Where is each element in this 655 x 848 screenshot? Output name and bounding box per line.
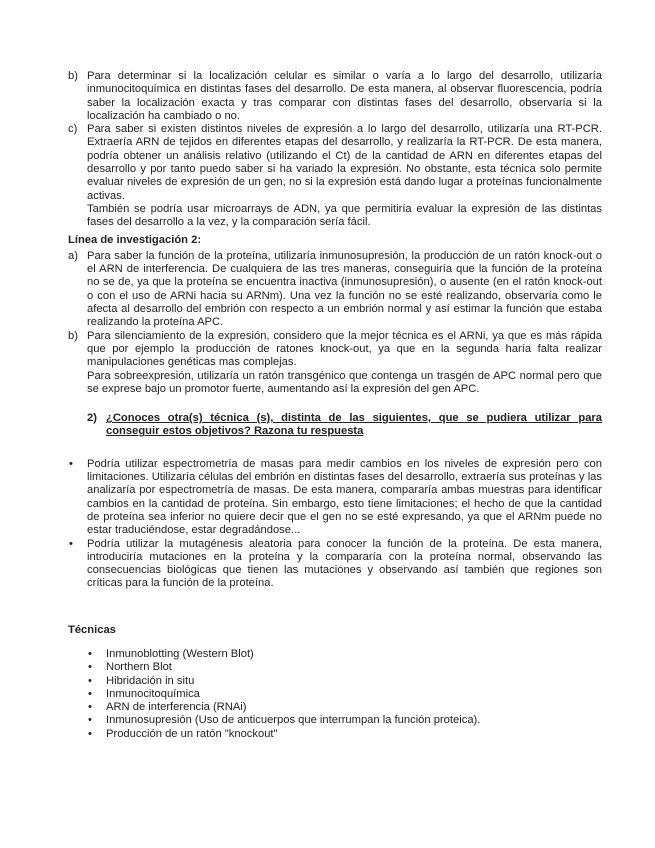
item-paragraph: Para saber la función de la proteína, utilizaría inmunosupresión, la producción de un ratón knock-out o el ARN de interferencia. De cualquiera de las tres maneras, conseguiría que la función de la proteína no se de, ya que la proteína se encuentra inactiva (inmunosupresión), o ausente (en el ratón knock-out o con el uso de ARNi hacia su ARNm). Una vez la función no se esté realizando, observaría como le afecta al desarrollo del embrión con respecto a un embrión normal y así estimar la función que estaba realizando la proteína APC.: [87, 249, 602, 329]
bullet-icon: •: [88, 687, 92, 700]
list-item-b: [68, 70, 602, 123]
list-item: [88, 727, 602, 741]
bullet-icon: •: [88, 661, 92, 674]
item-label: a): [68, 249, 78, 262]
list-item-c: [68, 123, 602, 229]
technique-label: ARN de interferencia (RNAi): [106, 701, 247, 714]
item-paragraph: También se podría usar microarrays de ADN, ya que permitiría evaluar la expresión de las distintas fases del desarrollo a la vez, y la comparación sería fácil.: [87, 202, 602, 229]
bullet-icon: •: [88, 701, 92, 714]
answer-list: [68, 458, 602, 591]
answer-item: [68, 458, 602, 538]
bullet-icon: •: [88, 714, 92, 727]
list-item-a: [68, 250, 602, 330]
techniques-list: [68, 648, 602, 741]
technique-label: Hibridación in situ: [106, 674, 195, 687]
bullet-icon: •: [88, 674, 92, 687]
list-item: [88, 647, 602, 661]
technique-label: Inmunoblotting (Western Blot): [106, 647, 254, 660]
item-paragraph: Para silenciamiento de la expresión, considero que la mejor técnica es el ARNi, ya que es más rápida que por ejemplo la producción de ratones knock-out, ya que en la segunda haría falta realizar manipulaciones genéticas mas complejas.: [87, 329, 602, 369]
item-paragraph: Para sobreexpresión, utilizaría un ratón transgénico que contenga un trasgén de APC normal pero que se exprese bajo un promotor fuerte, aumentando así la expresión del gen APC.: [87, 369, 602, 395]
bullet-icon: •: [88, 647, 92, 660]
bullet-icon: •: [69, 537, 73, 550]
technique-label: Northern Blot: [106, 661, 172, 674]
technique-label: Inmunocitoquímica: [106, 687, 200, 700]
question-2: [68, 412, 602, 439]
list-item: [88, 674, 602, 688]
research-line-1-continued: [68, 70, 602, 230]
list-item: [88, 687, 602, 701]
technique-label: Inmunosupresión (Uso de anticuerpos que interrumpan la función proteica).: [106, 714, 481, 727]
list-item-b: [68, 330, 602, 396]
item-paragraph: Para determinar si la localización celular es similar o varía a lo largo del desarrollo, utilizaría inmunocitoquímica en distintas fases del desarrollo. De esta manera, al observar fluorescencia, podría saber la localización exacta y tras comparar con distintas fases del desarrollo, observaría si la localización ha cambiado o no.: [87, 70, 602, 122]
item-label: b): [68, 70, 78, 82]
techniques-title: Técnicas: [68, 623, 116, 636]
bullet-icon: •: [69, 457, 73, 470]
answer-text: Podría utilizar espectrometría de masas para medir cambios en los niveles de expresión pero con limitaciones. Utilizaría células del embrión en distintas fases del desarrollo, extraería sus proteínas y las analizaría por espectrometría de masas. De esta manera, compararía ambas muestras para identificar cambios en la cantidad de proteína. Sin embargo, esto tiene limitaciones; el hecho de que la cantidad de proteína sea inferior no quiere decir que el gen no se esté expresando, ya que el ARNm puede no estar traduciéndose, estar degradándose...: [87, 457, 602, 537]
answer-text: Podría utilizar la mutagénesis aleatoria para conocer la función de la proteína. De esta manera, introduciría mutaciones en la proteína y la compararía con la proteína normal, observando las consecuencias biológicas que tienen las mutaciones y observando así también que regiones son críticas para la función de la proteína.: [87, 537, 602, 590]
list-item: [88, 661, 602, 674]
item-label: b): [68, 329, 78, 342]
question-number: 2): [87, 412, 97, 425]
list-item: [88, 701, 602, 714]
research-line-2: [68, 250, 602, 396]
technique-label: Producción de un ratón "knockout": [106, 727, 278, 740]
item-paragraph: Para saber si existen distintos niveles de expresión a lo largo del desarrollo, utilizaría una RT-PCR. Extraería ARN de tejidos en diferentes etapas del desarrollo, y realizaría la RT-PCR. De esta manera, podría obtener un análisis relativo (utilizando el Ct) de la cantidad de ARN en diferentes etapas del desarrollo y por tanto puedo saber si ha variado la expresión. No obstante, esta técnica solo permite evaluar niveles de expresión de un gen, no si la expresión está dando lugar a proteínas funcionalmente activas.: [87, 123, 602, 202]
document-page: [68, 70, 602, 741]
list-item: [88, 714, 602, 727]
answer-item: [68, 538, 602, 591]
bullet-icon: •: [88, 727, 92, 740]
section-heading: Línea de investigación 2:: [68, 233, 202, 246]
question-text: ¿Conoces otra(s) técnica (s), distinta de las siguientes, que se pudiera utilizar para conseguir estos objetivos? Razona tu respuesta: [106, 412, 602, 438]
item-label: c): [68, 123, 78, 136]
